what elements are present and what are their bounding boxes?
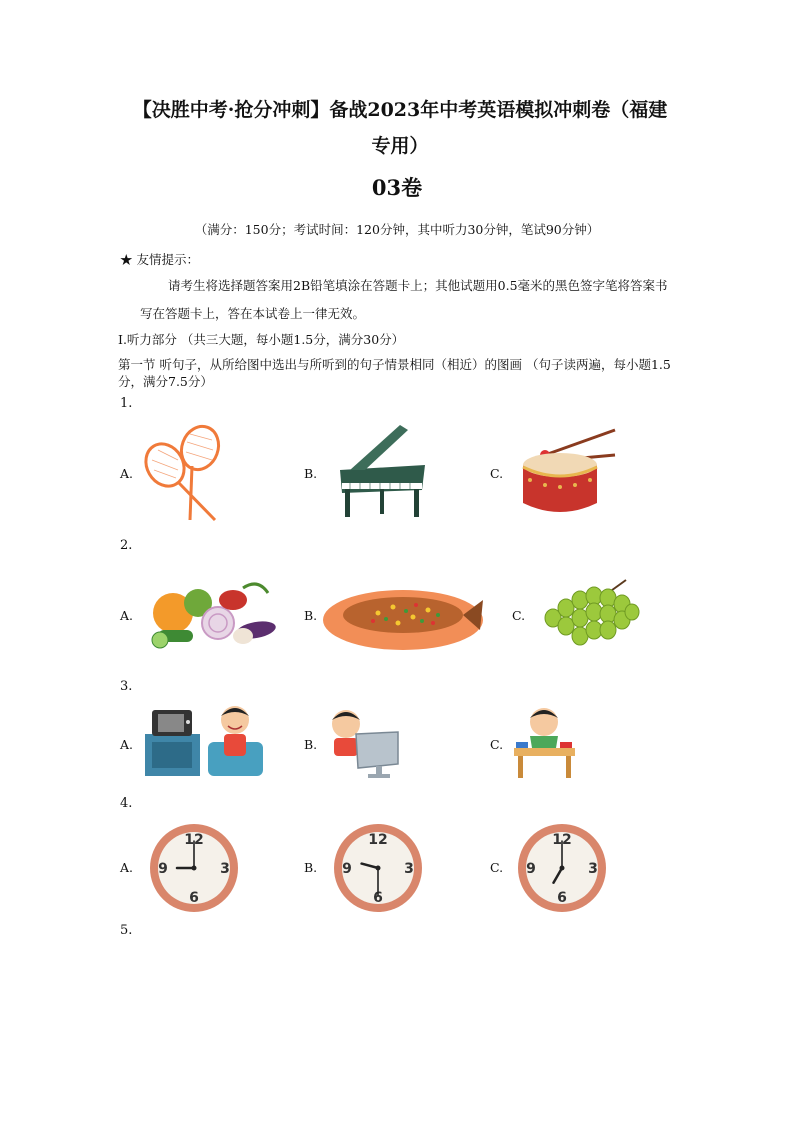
clock-icon (332, 822, 424, 914)
option-label: B. (304, 737, 318, 752)
clock-number: 9 (158, 861, 168, 877)
question-number: 3. (120, 679, 133, 694)
clock-number: 3 (404, 861, 414, 877)
clock-icon (148, 822, 240, 914)
clock-number: 9 (526, 861, 536, 877)
boy-reading-icon (512, 702, 577, 780)
option-label: C. (490, 860, 504, 875)
paper-number: 03卷 (371, 175, 423, 200)
exam-info: （满分：150分；考试时间：120分钟，其中听力30分钟，笔试90分钟） (194, 222, 600, 237)
fish-dish-icon (318, 575, 488, 655)
clock-number: 6 (557, 890, 567, 906)
question-number: 4. (120, 796, 133, 811)
title-line-2: 专用） (371, 135, 429, 157)
option-label: B. (304, 466, 318, 481)
tips-heading: ★ 友情提示： (120, 252, 199, 267)
drum-icon (515, 425, 620, 520)
clock-number: 6 (189, 890, 199, 906)
clock-number: 3 (220, 861, 230, 877)
tips-body: 请考生将选择题答案用2B铅笔填涂在答题卡上；其他试题用0.5毫米的黑色签字笔将答案书写在答题卡上，答在本试卷上一律无效。 (140, 278, 668, 321)
clock-number: 12 (552, 832, 572, 848)
boy-at-computer-icon (326, 702, 406, 780)
clock-icon (516, 822, 608, 914)
option-label: C. (490, 466, 504, 481)
vegetables-icon (148, 578, 278, 653)
option-label: B. (304, 608, 318, 623)
clock-number: 9 (342, 861, 352, 877)
option-label: B. (304, 860, 318, 875)
clock-number: 12 (184, 832, 204, 848)
option-label: A. (120, 737, 134, 752)
piano-icon (330, 425, 432, 520)
clock-number: 12 (368, 832, 388, 848)
option-label: A. (120, 860, 134, 875)
question-number: 2. (120, 538, 133, 553)
clock-number: 3 (588, 861, 598, 877)
clock-number: 6 (373, 890, 383, 906)
option-label: C. (490, 737, 504, 752)
option-label: A. (120, 608, 134, 623)
title-line-1: 【决胜中考·抢分冲刺】备战2023年中考英语模拟冲刺卷（福建 (132, 99, 668, 121)
option-label: A. (120, 466, 134, 481)
part-heading: I.听力部分 （共三大题，每小题1.5分，满分30分） (118, 332, 405, 347)
badminton-rackets-icon (140, 420, 230, 525)
grapes-icon (538, 578, 643, 650)
document-title (110, 92, 690, 164)
section-heading: 第一节 听句子，从所给图中选出与所听到的句子情景相同（相近）的图画 （句子读两遍，每小题1.5分，满分7.5分） (118, 357, 671, 389)
question-number: 1. (120, 396, 133, 411)
option-label: C. (512, 608, 526, 623)
boy-watching-tv-icon (140, 702, 265, 780)
question-number: 5. (120, 923, 133, 938)
